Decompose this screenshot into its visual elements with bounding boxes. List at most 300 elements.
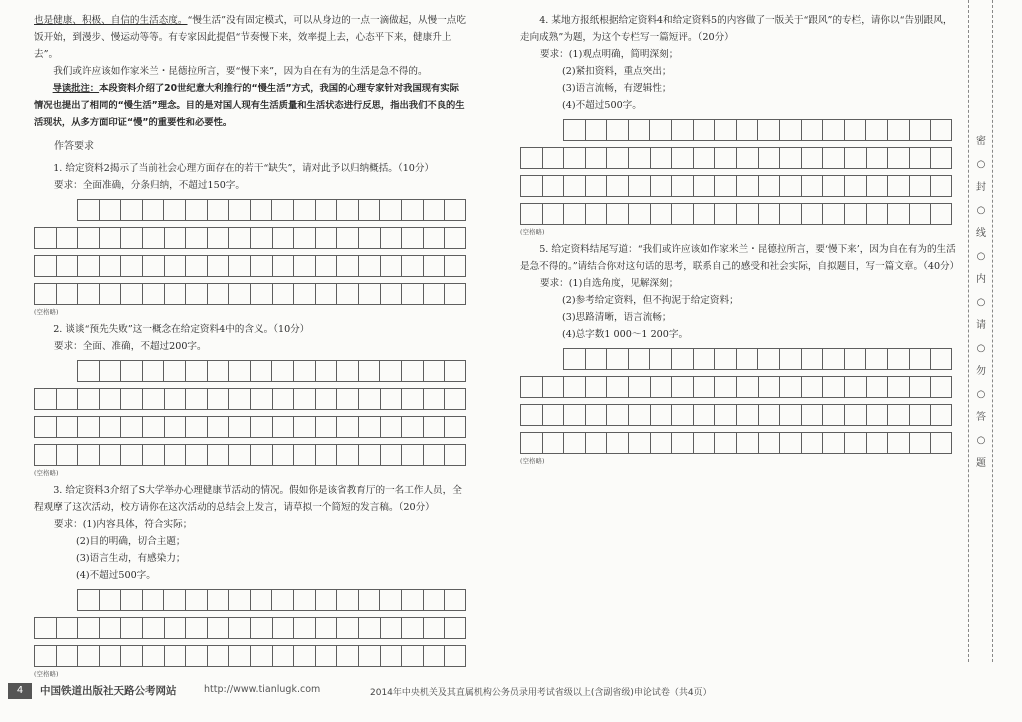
answer-cell[interactable] <box>822 404 844 426</box>
answer-cell[interactable] <box>401 255 423 277</box>
answer-cell[interactable] <box>401 444 423 466</box>
answer-cell[interactable] <box>585 404 607 426</box>
answer-cell[interactable] <box>336 589 358 611</box>
answer-cell[interactable] <box>99 360 121 382</box>
answer-cell[interactable] <box>120 444 142 466</box>
answer-cell[interactable] <box>736 203 758 225</box>
answer-cell[interactable] <box>56 388 78 410</box>
answer-grid-2[interactable] <box>34 360 466 467</box>
answer-cell[interactable] <box>801 404 823 426</box>
answer-cell[interactable] <box>120 283 142 305</box>
answer-cell[interactable] <box>120 589 142 611</box>
answer-cell[interactable] <box>315 199 337 221</box>
answer-cell[interactable] <box>336 617 358 639</box>
answer-cell[interactable] <box>585 203 607 225</box>
answer-cell[interactable] <box>77 645 99 667</box>
answer-cell[interactable] <box>401 589 423 611</box>
answer-cell[interactable] <box>628 348 650 370</box>
answer-cell[interactable] <box>228 416 250 438</box>
answer-cell[interactable] <box>358 255 380 277</box>
answer-cell[interactable] <box>401 388 423 410</box>
answer-cell[interactable] <box>358 416 380 438</box>
answer-cell[interactable] <box>585 147 607 169</box>
answer-cell[interactable] <box>423 360 445 382</box>
answer-cell[interactable] <box>801 175 823 197</box>
answer-cell[interactable] <box>606 348 628 370</box>
answer-cell[interactable] <box>164 283 186 305</box>
answer-cell[interactable] <box>844 376 866 398</box>
answer-cell[interactable] <box>185 199 207 221</box>
answer-cell[interactable] <box>444 227 466 249</box>
answer-cell[interactable] <box>185 645 207 667</box>
answer-cell[interactable] <box>250 416 272 438</box>
answer-cell[interactable] <box>207 360 229 382</box>
answer-cell[interactable] <box>887 432 909 454</box>
answer-cell[interactable] <box>293 255 315 277</box>
answer-cell[interactable] <box>99 227 121 249</box>
answer-cell[interactable] <box>909 203 931 225</box>
answer-cell[interactable] <box>77 199 99 221</box>
answer-cell[interactable] <box>423 645 445 667</box>
answer-cell[interactable] <box>315 589 337 611</box>
answer-cell[interactable] <box>909 348 931 370</box>
answer-cell[interactable] <box>563 147 585 169</box>
answer-cell[interactable] <box>542 432 564 454</box>
answer-cell[interactable] <box>77 255 99 277</box>
answer-cell[interactable] <box>250 227 272 249</box>
answer-cell[interactable] <box>185 283 207 305</box>
answer-cell[interactable] <box>822 348 844 370</box>
answer-cell[interactable] <box>542 175 564 197</box>
answer-cell[interactable] <box>693 175 715 197</box>
answer-cell[interactable] <box>844 175 866 197</box>
answer-cell[interactable] <box>164 444 186 466</box>
answer-cell[interactable] <box>380 227 402 249</box>
answer-cell[interactable] <box>99 444 121 466</box>
answer-cell[interactable] <box>563 175 585 197</box>
answer-cell[interactable] <box>671 376 693 398</box>
answer-cell[interactable] <box>336 444 358 466</box>
answer-cell[interactable] <box>56 617 78 639</box>
answer-cell[interactable] <box>563 348 585 370</box>
answer-cell[interactable] <box>650 147 672 169</box>
answer-cell[interactable] <box>77 360 99 382</box>
answer-cell[interactable] <box>822 203 844 225</box>
answer-cell[interactable] <box>444 360 466 382</box>
answer-cell[interactable] <box>56 416 78 438</box>
answer-cell[interactable] <box>423 283 445 305</box>
answer-cell[interactable] <box>887 348 909 370</box>
answer-cell[interactable] <box>207 283 229 305</box>
answer-cell[interactable] <box>866 404 888 426</box>
answer-grid-3[interactable] <box>34 589 466 668</box>
answer-cell[interactable] <box>99 589 121 611</box>
answer-cell[interactable] <box>736 119 758 141</box>
answer-cell[interactable] <box>142 645 164 667</box>
answer-cell[interactable] <box>293 416 315 438</box>
answer-cell[interactable] <box>358 444 380 466</box>
answer-cell[interactable] <box>272 227 294 249</box>
answer-cell[interactable] <box>423 227 445 249</box>
answer-cell[interactable] <box>520 432 542 454</box>
answer-cell[interactable] <box>207 388 229 410</box>
answer-cell[interactable] <box>671 147 693 169</box>
answer-cell[interactable] <box>380 416 402 438</box>
answer-cell[interactable] <box>822 432 844 454</box>
answer-cell[interactable] <box>844 404 866 426</box>
answer-cell[interactable] <box>563 376 585 398</box>
answer-cell[interactable] <box>380 255 402 277</box>
answer-cell[interactable] <box>185 444 207 466</box>
answer-cell[interactable] <box>379 589 401 611</box>
answer-cell[interactable] <box>315 255 337 277</box>
answer-cell[interactable] <box>228 283 250 305</box>
answer-cell[interactable] <box>930 432 952 454</box>
answer-cell[interactable] <box>142 617 164 639</box>
answer-cell[interactable] <box>77 444 99 466</box>
answer-cell[interactable] <box>272 444 294 466</box>
answer-cell[interactable] <box>34 645 56 667</box>
answer-cell[interactable] <box>207 444 229 466</box>
answer-cell[interactable] <box>865 348 887 370</box>
answer-cell[interactable] <box>228 617 250 639</box>
answer-cell[interactable] <box>822 147 844 169</box>
answer-cell[interactable] <box>293 199 315 221</box>
answer-cell[interactable] <box>120 645 142 667</box>
answer-cell[interactable] <box>336 199 358 221</box>
answer-cell[interactable] <box>380 617 402 639</box>
answer-cell[interactable] <box>272 645 294 667</box>
answer-cell[interactable] <box>693 376 715 398</box>
answer-cell[interactable] <box>228 360 250 382</box>
answer-cell[interactable] <box>930 203 952 225</box>
answer-cell[interactable] <box>520 147 542 169</box>
answer-cell[interactable] <box>563 404 585 426</box>
answer-cell[interactable] <box>77 227 99 249</box>
answer-cell[interactable] <box>758 147 780 169</box>
answer-cell[interactable] <box>585 432 607 454</box>
answer-cell[interactable] <box>779 404 801 426</box>
answer-cell[interactable] <box>293 388 315 410</box>
answer-cell[interactable] <box>866 203 888 225</box>
answer-cell[interactable] <box>250 199 272 221</box>
answer-cell[interactable] <box>358 645 380 667</box>
answer-cell[interactable] <box>99 199 121 221</box>
answer-cell[interactable] <box>866 147 888 169</box>
answer-cell[interactable] <box>185 388 207 410</box>
answer-cell[interactable] <box>185 617 207 639</box>
answer-cell[interactable] <box>801 147 823 169</box>
answer-cell[interactable] <box>628 404 650 426</box>
answer-cell[interactable] <box>315 360 337 382</box>
answer-cell[interactable] <box>379 360 401 382</box>
answer-cell[interactable] <box>585 119 607 141</box>
answer-cell[interactable] <box>250 255 272 277</box>
answer-cell[interactable] <box>736 404 758 426</box>
answer-cell[interactable] <box>714 203 736 225</box>
answer-cell[interactable] <box>34 227 56 249</box>
answer-cell[interactable] <box>423 589 445 611</box>
answer-cell[interactable] <box>866 376 888 398</box>
answer-cell[interactable] <box>34 255 56 277</box>
answer-cell[interactable] <box>315 283 337 305</box>
answer-cell[interactable] <box>650 432 672 454</box>
answer-cell[interactable] <box>887 119 909 141</box>
answer-cell[interactable] <box>401 227 423 249</box>
answer-cell[interactable] <box>77 388 99 410</box>
answer-cell[interactable] <box>164 227 186 249</box>
answer-cell[interactable] <box>99 645 121 667</box>
answer-cell[interactable] <box>693 203 715 225</box>
answer-cell[interactable] <box>142 388 164 410</box>
answer-cell[interactable] <box>714 119 736 141</box>
answer-cell[interactable] <box>844 203 866 225</box>
answer-cell[interactable] <box>736 147 758 169</box>
answer-cell[interactable] <box>293 645 315 667</box>
answer-cell[interactable] <box>185 227 207 249</box>
answer-cell[interactable] <box>801 203 823 225</box>
answer-cell[interactable] <box>315 444 337 466</box>
answer-cell[interactable] <box>628 175 650 197</box>
answer-cell[interactable] <box>207 199 229 221</box>
answer-cell[interactable] <box>164 645 186 667</box>
answer-cell[interactable] <box>444 388 466 410</box>
answer-cell[interactable] <box>758 203 780 225</box>
answer-cell[interactable] <box>714 175 736 197</box>
answer-cell[interactable] <box>844 432 866 454</box>
answer-cell[interactable] <box>714 376 736 398</box>
answer-cell[interactable] <box>714 348 736 370</box>
answer-cell[interactable] <box>606 432 628 454</box>
answer-cell[interactable] <box>228 444 250 466</box>
answer-cell[interactable] <box>336 227 358 249</box>
answer-cell[interactable] <box>358 589 380 611</box>
answer-cell[interactable] <box>293 360 315 382</box>
answer-cell[interactable] <box>444 444 466 466</box>
answer-cell[interactable] <box>909 404 931 426</box>
answer-cell[interactable] <box>401 645 423 667</box>
answer-cell[interactable] <box>714 432 736 454</box>
answer-cell[interactable] <box>336 416 358 438</box>
answer-cell[interactable] <box>293 283 315 305</box>
answer-cell[interactable] <box>423 388 445 410</box>
answer-cell[interactable] <box>909 175 931 197</box>
answer-cell[interactable] <box>272 416 294 438</box>
answer-cell[interactable] <box>336 255 358 277</box>
answer-cell[interactable] <box>606 119 628 141</box>
answer-cell[interactable] <box>779 432 801 454</box>
answer-grid-1[interactable] <box>34 199 466 306</box>
answer-cell[interactable] <box>865 119 887 141</box>
answer-cell[interactable] <box>56 444 78 466</box>
answer-cell[interactable] <box>207 255 229 277</box>
answer-cell[interactable] <box>671 404 693 426</box>
answer-cell[interactable] <box>542 203 564 225</box>
answer-cell[interactable] <box>380 388 402 410</box>
answer-cell[interactable] <box>563 203 585 225</box>
answer-cell[interactable] <box>444 617 466 639</box>
answer-cell[interactable] <box>423 199 445 221</box>
answer-cell[interactable] <box>358 199 380 221</box>
answer-cell[interactable] <box>207 227 229 249</box>
answer-cell[interactable] <box>779 119 801 141</box>
answer-cell[interactable] <box>779 147 801 169</box>
answer-cell[interactable] <box>801 348 823 370</box>
answer-cell[interactable] <box>585 376 607 398</box>
answer-cell[interactable] <box>650 203 672 225</box>
answer-cell[interactable] <box>315 388 337 410</box>
answer-cell[interactable] <box>120 255 142 277</box>
answer-cell[interactable] <box>163 199 185 221</box>
answer-cell[interactable] <box>779 376 801 398</box>
answer-cell[interactable] <box>142 589 164 611</box>
answer-cell[interactable] <box>185 589 207 611</box>
answer-cell[interactable] <box>650 175 672 197</box>
answer-cell[interactable] <box>930 175 952 197</box>
answer-cell[interactable] <box>34 617 56 639</box>
answer-cell[interactable] <box>401 199 423 221</box>
answer-cell[interactable] <box>801 432 823 454</box>
answer-cell[interactable] <box>444 199 466 221</box>
answer-cell[interactable] <box>271 199 293 221</box>
answer-cell[interactable] <box>293 589 315 611</box>
answer-cell[interactable] <box>77 589 99 611</box>
answer-cell[interactable] <box>736 175 758 197</box>
answer-cell[interactable] <box>628 432 650 454</box>
answer-cell[interactable] <box>628 147 650 169</box>
answer-cell[interactable] <box>444 645 466 667</box>
answer-cell[interactable] <box>271 360 293 382</box>
answer-cell[interactable] <box>120 388 142 410</box>
answer-cell[interactable] <box>887 203 909 225</box>
answer-cell[interactable] <box>272 617 294 639</box>
answer-cell[interactable] <box>757 348 779 370</box>
answer-cell[interactable] <box>779 348 801 370</box>
answer-cell[interactable] <box>34 416 56 438</box>
answer-cell[interactable] <box>228 589 250 611</box>
answer-cell[interactable] <box>606 404 628 426</box>
answer-cell[interactable] <box>542 376 564 398</box>
answer-cell[interactable] <box>401 617 423 639</box>
answer-cell[interactable] <box>606 203 628 225</box>
answer-cell[interactable] <box>142 227 164 249</box>
answer-cell[interactable] <box>779 175 801 197</box>
answer-cell[interactable] <box>423 416 445 438</box>
answer-cell[interactable] <box>930 147 952 169</box>
answer-cell[interactable] <box>358 617 380 639</box>
answer-cell[interactable] <box>142 283 164 305</box>
answer-cell[interactable] <box>228 645 250 667</box>
answer-cell[interactable] <box>693 119 715 141</box>
answer-cell[interactable] <box>822 119 844 141</box>
answer-cell[interactable] <box>142 255 164 277</box>
answer-cell[interactable] <box>207 645 229 667</box>
answer-cell[interactable] <box>120 617 142 639</box>
answer-cell[interactable] <box>606 147 628 169</box>
answer-grid-4[interactable] <box>520 119 960 226</box>
answer-grid-5[interactable] <box>520 348 960 455</box>
answer-cell[interactable] <box>34 444 56 466</box>
answer-cell[interactable] <box>336 645 358 667</box>
answer-cell[interactable] <box>228 227 250 249</box>
answer-cell[interactable] <box>77 416 99 438</box>
answer-cell[interactable] <box>844 119 866 141</box>
answer-cell[interactable] <box>671 119 693 141</box>
answer-cell[interactable] <box>315 416 337 438</box>
answer-cell[interactable] <box>930 404 952 426</box>
answer-cell[interactable] <box>315 645 337 667</box>
answer-cell[interactable] <box>866 432 888 454</box>
answer-cell[interactable] <box>930 348 952 370</box>
answer-cell[interactable] <box>650 376 672 398</box>
answer-cell[interactable] <box>444 255 466 277</box>
answer-cell[interactable] <box>99 388 121 410</box>
answer-cell[interactable] <box>423 255 445 277</box>
answer-cell[interactable] <box>444 283 466 305</box>
answer-cell[interactable] <box>272 283 294 305</box>
answer-cell[interactable] <box>693 404 715 426</box>
answer-cell[interactable] <box>401 416 423 438</box>
answer-cell[interactable] <box>444 416 466 438</box>
answer-cell[interactable] <box>34 283 56 305</box>
answer-cell[interactable] <box>606 175 628 197</box>
answer-cell[interactable] <box>358 360 380 382</box>
answer-cell[interactable] <box>228 255 250 277</box>
answer-cell[interactable] <box>142 444 164 466</box>
answer-cell[interactable] <box>120 199 142 221</box>
answer-cell[interactable] <box>628 376 650 398</box>
answer-cell[interactable] <box>250 645 272 667</box>
answer-cell[interactable] <box>423 617 445 639</box>
answer-cell[interactable] <box>164 416 186 438</box>
answer-cell[interactable] <box>844 147 866 169</box>
answer-cell[interactable] <box>380 283 402 305</box>
answer-cell[interactable] <box>909 432 931 454</box>
answer-cell[interactable] <box>380 444 402 466</box>
answer-cell[interactable] <box>77 617 99 639</box>
answer-cell[interactable] <box>736 376 758 398</box>
answer-cell[interactable] <box>336 360 358 382</box>
answer-cell[interactable] <box>207 416 229 438</box>
answer-cell[interactable] <box>207 589 229 611</box>
answer-cell[interactable] <box>250 360 272 382</box>
answer-cell[interactable] <box>909 376 931 398</box>
answer-cell[interactable] <box>671 175 693 197</box>
answer-cell[interactable] <box>358 227 380 249</box>
answer-cell[interactable] <box>250 283 272 305</box>
answer-cell[interactable] <box>714 404 736 426</box>
answer-cell[interactable] <box>628 119 650 141</box>
answer-cell[interactable] <box>693 432 715 454</box>
answer-cell[interactable] <box>866 175 888 197</box>
answer-cell[interactable] <box>56 283 78 305</box>
answer-cell[interactable] <box>887 376 909 398</box>
answer-cell[interactable] <box>401 360 423 382</box>
answer-cell[interactable] <box>542 404 564 426</box>
answer-cell[interactable] <box>887 404 909 426</box>
answer-cell[interactable] <box>628 203 650 225</box>
answer-cell[interactable] <box>649 119 671 141</box>
answer-cell[interactable] <box>693 348 715 370</box>
answer-cell[interactable] <box>671 432 693 454</box>
answer-cell[interactable] <box>585 175 607 197</box>
answer-cell[interactable] <box>207 617 229 639</box>
answer-cell[interactable] <box>736 348 758 370</box>
answer-cell[interactable] <box>99 255 121 277</box>
answer-cell[interactable] <box>444 589 466 611</box>
answer-cell[interactable] <box>56 255 78 277</box>
answer-cell[interactable] <box>423 444 445 466</box>
